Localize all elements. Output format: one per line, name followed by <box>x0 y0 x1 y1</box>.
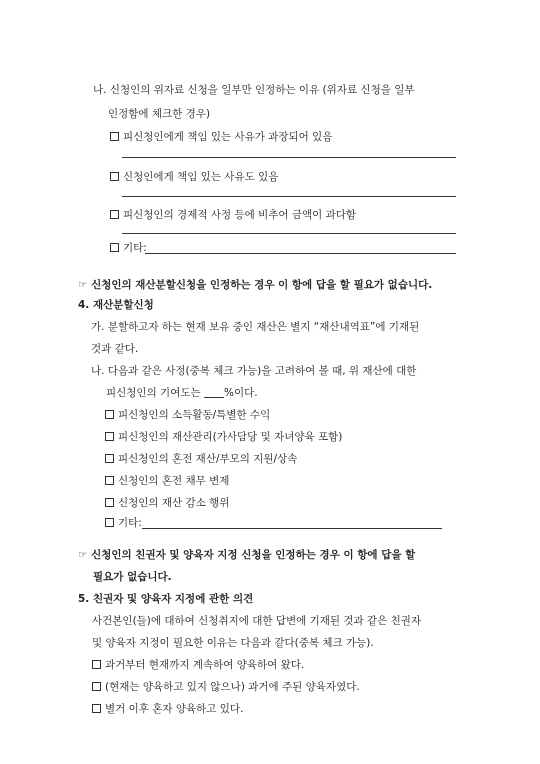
option-label: 신청인의 재산 감소 행위 <box>118 497 230 509</box>
note-custody-line2: 필요가 없습니다. <box>93 571 172 583</box>
other-input-line[interactable] <box>145 253 456 254</box>
option-label: 피신청인의 경제적 사정 등에 비추어 금액이 과다함 <box>123 209 357 221</box>
answer-line <box>122 233 456 234</box>
checkbox[interactable] <box>92 660 101 669</box>
sec5-option-3[interactable] <box>92 702 243 716</box>
note-property-division: ☞ 신청인의 재산분할신청을 인정하는 경우 이 항에 답을 할 필요가 없습니다. <box>78 279 433 291</box>
checkbox[interactable] <box>110 210 119 219</box>
option-label: 별거 이후 혼자 양육하고 있다. <box>105 703 244 715</box>
checkbox[interactable] <box>105 454 114 463</box>
sec4-ga-line2: 것과 같다. <box>91 343 139 355</box>
option-label: 신청인에게 책임 있는 사유도 있음 <box>123 171 279 183</box>
option-label: 피신청인의 소득활동/특별한 수익 <box>118 409 271 421</box>
option-label: 피신청인의 혼전 재산/부모의 지원/상속 <box>118 453 298 465</box>
option-label: (현재는 양육하고 있지 않으나) 과거에 주된 양육자였다. <box>105 681 360 693</box>
other-input-line[interactable] <box>142 528 442 529</box>
checkbox[interactable] <box>110 243 119 252</box>
checkbox[interactable] <box>105 476 114 485</box>
sec4-option-3[interactable] <box>105 452 297 466</box>
option-label: 기타: <box>123 242 147 254</box>
checkbox[interactable] <box>92 704 101 713</box>
section-4-title: 4. 재산분할신청 <box>78 299 154 311</box>
sec4-na-line2: 피신청인의 기여도는 %이다. <box>106 387 258 399</box>
sec4-option-other[interactable] <box>105 516 142 530</box>
checkbox[interactable] <box>92 682 101 691</box>
sec5-para-line1: 사건본인(들)에 대하여 신청취지에 대한 답변에 기재된 것과 같은 친권자 <box>92 615 422 627</box>
sec4-ga-line1: 가. 분할하고자 하는 현재 보유 중인 재산은 별지 “재산내역표”에 기재된 <box>91 321 420 333</box>
option-label: 과거부터 현재까지 계속하여 양육하여 왔다. <box>105 659 305 671</box>
sec-na-line2: 인정함에 체크한 경우) <box>108 108 211 120</box>
option-label: 피신청인에게 책임 있는 사유가 과장되어 있음 <box>123 131 333 143</box>
checkbox[interactable] <box>105 432 114 441</box>
option-label: 피신청인의 재산관리(가사담당 및 자녀양육 포함) <box>118 431 343 443</box>
option-label: 기타: <box>118 517 142 529</box>
checkbox[interactable] <box>105 410 114 419</box>
option-excessive-amount[interactable] <box>110 208 356 222</box>
sec4-option-2[interactable] <box>105 430 342 444</box>
option-other[interactable] <box>110 241 147 255</box>
sec4-option-4[interactable] <box>105 474 229 488</box>
option-applicant-fault[interactable] <box>110 170 278 184</box>
answer-line <box>122 157 456 158</box>
contribution-percent-input[interactable] <box>204 387 224 398</box>
sec4-option-5[interactable] <box>105 496 229 510</box>
section-5-title: 5. 친권자 및 양육자 지정에 관한 의견 <box>78 593 254 605</box>
note-custody-line1: ☞ 신청인의 친권자 및 양육자 지정 신청을 인정하는 경우 이 항에 답을 할 <box>78 549 416 561</box>
sec5-para-line2: 및 양육자 지정이 필요한 이유는 다음과 같다(중복 체크 가능). <box>92 637 374 649</box>
sec-na-line1: 나. 신청인의 위자료 신청을 일부만 인정하는 이유 (위자료 신청을 일부 <box>93 84 415 96</box>
sec5-option-2[interactable] <box>92 680 360 694</box>
sec4-option-1[interactable] <box>105 408 270 422</box>
sec4-na-line1: 나. 다음과 같은 사정(중복 체크 가능)을 고려하여 볼 때, 위 재산에 대한 <box>91 365 417 377</box>
option-label: 신청인의 혼전 채무 변제 <box>118 475 230 487</box>
option-exaggerated[interactable] <box>110 130 332 144</box>
checkbox[interactable] <box>105 498 114 507</box>
checkbox[interactable] <box>105 518 114 527</box>
checkbox[interactable] <box>110 132 119 141</box>
sec5-option-1[interactable] <box>92 658 304 672</box>
answer-line <box>122 196 456 197</box>
checkbox[interactable] <box>110 172 119 181</box>
